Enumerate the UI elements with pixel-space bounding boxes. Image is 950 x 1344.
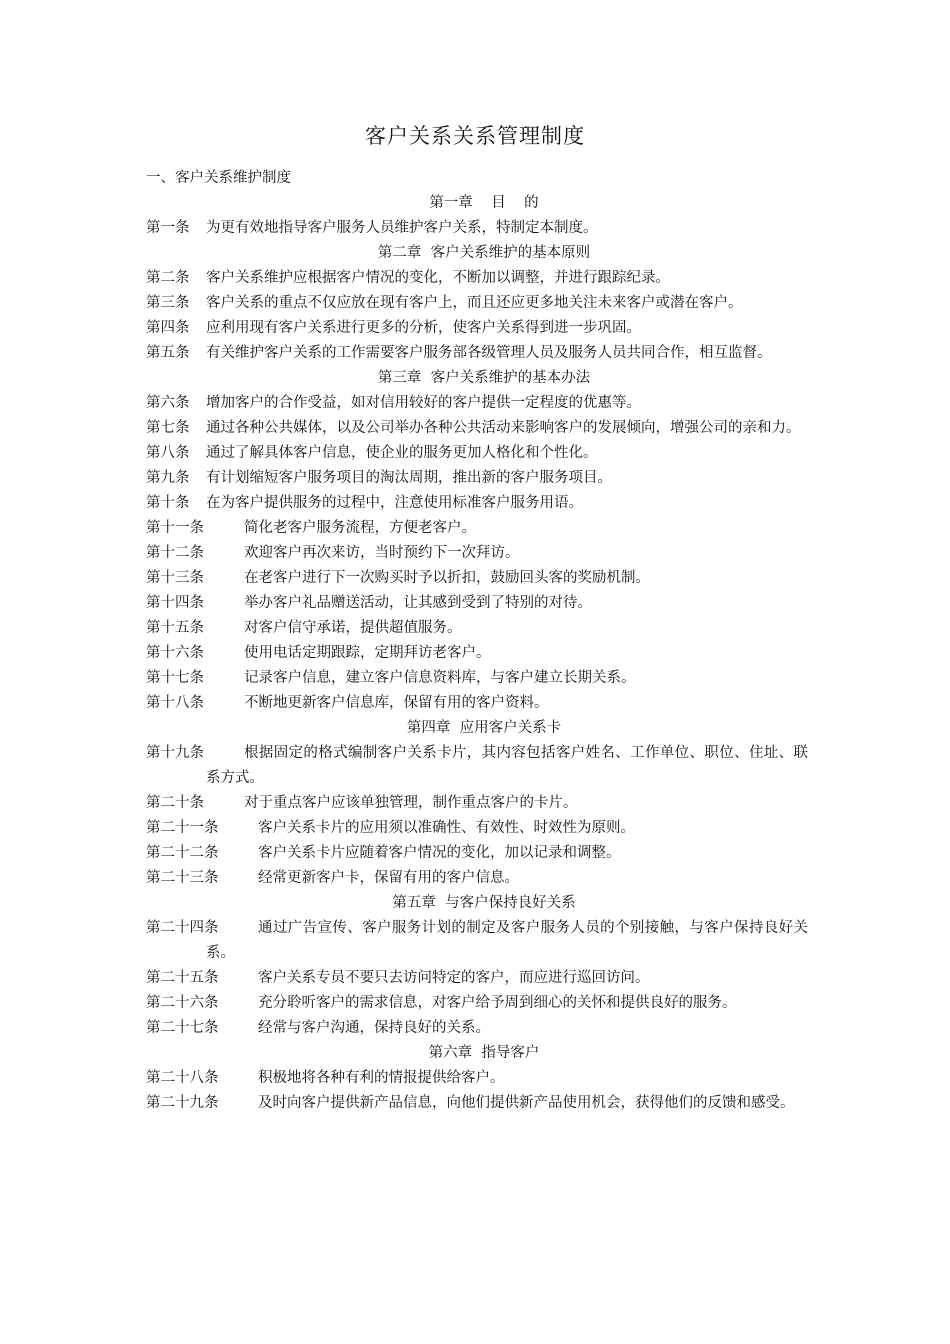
article [146,491,808,516]
article [146,441,808,466]
article [146,591,808,616]
article [146,541,808,566]
article-text: 使用电话定期跟踪，定期拜访老客户。 [244,645,491,661]
article-text: 简化老客户服务流程，方便老客户。 [244,520,476,536]
article-number: 第十四条 [146,595,204,611]
chapter-heading: 第六章 指导客户 [428,1045,540,1061]
article-number: 第八条 [146,445,190,461]
article-text: 客户关系专员不要只去访问特定的客户，而应进行巡回访问。 [258,970,650,986]
article [146,616,808,641]
article-number: 第二十一条 [146,820,219,836]
article-number: 第十六条 [146,645,204,661]
chapter-heading: 第一章 目 的 [429,195,539,211]
chapter-heading: 第五章 与客户保持良好关系 [392,895,576,911]
article-number: 第二条 [146,270,190,286]
article [146,816,808,841]
article-text: 举办客户礼品赠送活动，让其感到受到了特别的对待。 [244,595,592,611]
article-text: 及时向客户提供新产品信息，向他们提供新产品使用机会，获得他们的反馈和感受。 [258,1095,795,1111]
chapter-heading: 第四章 应用客户关系卡 [406,720,562,736]
article-text: 经常与客户沟通，保持良好的关系。 [258,1020,490,1036]
article [146,291,808,316]
article-number: 第二十八条 [146,1070,219,1086]
article-text: 客户关系卡片的应用须以准确性、有效性、时效性为原则。 [258,820,635,836]
article-number: 第二十二条 [146,845,219,861]
section-heading: 一、客户关系维护制度 [146,170,291,186]
article [146,991,808,1016]
article-text: 经常更新客户卡，保留有用的客户信息。 [258,870,519,886]
article [146,916,808,966]
article-text: 记录客户信息，建立客户信息资料库，与客户建立长期关系。 [244,670,636,686]
article-number: 第二十条 [146,795,204,811]
article-number: 第七条 [146,420,190,436]
article-number: 第二十七条 [146,1020,219,1036]
article-text: 通过广告宣传、客户服务计划的制定及客户服务人员的个别接触，与客户保持良好关系。 [206,920,808,961]
article-text: 在老客户进行下一次购买时予以折扣，鼓励回头客的奖励机制。 [244,570,650,586]
article-text: 不断地更新客户信息库，保留有用的客户资料。 [244,695,549,711]
article-number: 第二十三条 [146,870,219,886]
article-text: 为更有效地指导客户服务人员维护客户关系，特制定本制度。 [206,220,598,236]
article-text: 客户关系卡片应随着客户情况的变化，加以记录和调整。 [258,845,621,861]
article-number: 第二十五条 [146,970,219,986]
article [146,866,808,891]
article [146,516,808,541]
article [146,316,808,341]
article [146,566,808,591]
article-number: 第六条 [146,395,190,411]
article-text: 有关维护客户关系的工作需要客户服务部各级管理人员及服务人员共同合作，相互监督。 [206,345,772,361]
article [146,841,808,866]
article-number: 第四条 [146,320,190,336]
article-text: 客户关系维护应根据客户情况的变化，不断加以调整，并进行跟踪纪录。 [206,270,670,286]
article-text: 通过各种公共媒体，以及公司举办各种公共活动来影响客户的发展倾向，增强公司的亲和力。 [206,420,801,436]
chapter-heading: 第二章 客户关系维护的基本原则 [377,245,591,261]
article [146,391,808,416]
article-text: 欢迎客户再次来访，当时预约下一次拜访。 [244,545,520,561]
article-number: 第十一条 [146,520,204,536]
article [146,1066,808,1091]
article-text: 有计划缩短客户服务项目的淘汰周期，推出新的客户服务项目。 [206,470,612,486]
article-text: 对于重点客户应该单独管理，制作重点客户的卡片。 [244,795,578,811]
article-number: 第二十九条 [146,1095,219,1111]
article [146,741,808,791]
document-title: 客户关系关系管理制度 [365,124,585,148]
article [146,641,808,666]
article [146,966,808,991]
article-number: 第十八条 [146,695,204,711]
article-number: 第十五条 [146,620,204,636]
article [146,416,808,441]
article-text: 在为客户提供服务的过程中，注意使用标准客户服务用语。 [206,495,583,511]
article-number: 第十七条 [146,670,204,686]
article-text: 根据固定的格式编制客户关系卡片，其内容包括客户姓名、工作单位、职位、住址、联系方式。 [206,745,808,786]
article [146,791,808,816]
article [146,216,808,241]
article-number: 第十九条 [146,745,204,761]
article-number: 第二十六条 [146,995,219,1011]
document-body [146,166,808,1116]
article-number: 第一条 [146,220,190,236]
article-number: 第二十四条 [146,920,219,936]
article [146,1016,808,1041]
article-text: 对客户信守承诺，提供超值服务。 [244,620,462,636]
article-text: 增加客户的合作受益，如对信用较好的客户提供一定程度的优惠等。 [206,395,641,411]
article-text: 通过了解具体客户信息，使企业的服务更加人格化和个性化。 [206,445,598,461]
article [146,1091,808,1116]
article [146,691,808,716]
article [146,466,808,491]
article-number: 第九条 [146,470,190,486]
chapter-heading: 第三章 客户关系维护的基本办法 [377,370,591,386]
article-number: 第十二条 [146,545,204,561]
article [146,341,808,366]
article-text: 充分聆听客户的需求信息，对客户给予周到细心的关怀和提供良好的服务。 [258,995,737,1011]
article-number: 第十三条 [146,570,204,586]
article-text: 积极地将各种有利的情报提供给客户。 [258,1070,505,1086]
article-number: 第五条 [146,345,190,361]
article [146,666,808,691]
article-text: 客户关系的重点不仅应放在现有客户上，而且还应更多地关注未来客户或潜在客户。 [206,295,743,311]
article-number: 第三条 [146,295,190,311]
article-number: 第十条 [146,495,190,511]
article-text: 应利用现有客户关系进行更多的分析，使客户关系得到进一步巩固。 [206,320,641,336]
article [146,266,808,291]
